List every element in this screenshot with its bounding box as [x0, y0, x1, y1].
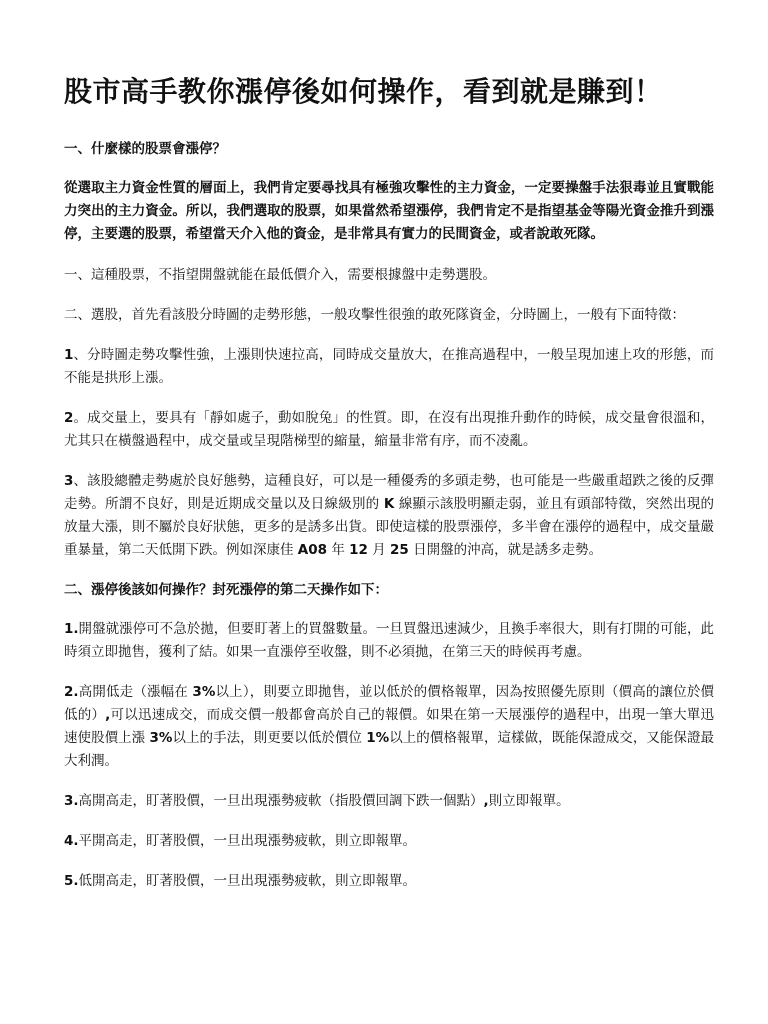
rule-item-5-text: 低開高走，盯著股價，一旦出現漲勢疲軟，則立即報單。 [78, 873, 417, 889]
rule-item-2-text-b: 以上），則要立即拋售，並以低於的價格報單，因為按照優先原則（價高的讓位於價低的） [64, 684, 714, 723]
feature-item-3-number: 3 [64, 473, 74, 489]
rule-item-3 [64, 790, 714, 813]
rule-item-2-text-e: 以上的價格報單，這樣做，既能保證成交，又能保證最大利潤。 [64, 730, 715, 769]
feature-item-1 [64, 344, 714, 390]
rule-item-2-comma: , [105, 707, 111, 723]
feature-item-1-number: 1 [64, 347, 74, 363]
rule-item-4-text: 平開高走，盯著股價，一旦出現漲勢疲軟，則立即報單。 [78, 833, 417, 849]
feature-item-3-day: 25 [390, 542, 409, 558]
rule-item-2-pct-1: 3% [192, 684, 216, 700]
rule-item-2-text-c: 可以迅速成交，而成交價一般都會高於自己的報價。如果在第一天展漲停的過程中，出現一筆大單迅速使股價上漲 [64, 707, 715, 746]
section-1-point-2: 二、選股，首先看該股分時圖的走勢形態，一般攻擊性很強的敢死隊資金，分時圖上，一般有下面特徵： [64, 307, 685, 323]
rule-item-5-number: 5. [64, 873, 79, 889]
rule-item-2-text-d: 以上的手法，則更要以低於價位 [172, 730, 367, 746]
rule-item-3-text-b: 則立即報單。 [488, 793, 570, 809]
document-page [64, 72, 714, 910]
feature-item-3-text-d: 月 [367, 542, 391, 558]
rule-item-3-comma: , [483, 793, 489, 809]
feature-item-3-code: A08 [297, 542, 328, 558]
rule-item-2-text-a: 高開低走（漲幅在 [78, 684, 193, 700]
feature-item-3-k: K [383, 496, 395, 512]
rule-item-1-text: 開盤就漲停可不急於拋，但要盯著上的買盤數量。一旦買盤迅速減少，且換手率很大，則有打開的可能，此時須立即拋售，獲利了結。如果一直漲停至收盤，則不必須拋，在第三天的時候再考慮。 [64, 621, 714, 660]
feature-item-3-text-e: 日開盤的沖高，就是誘多走勢。 [408, 542, 603, 558]
feature-item-2-number: 2 [64, 410, 74, 426]
rule-item-2-number: 2. [64, 684, 79, 700]
feature-item-3-text-a: 、該股總體走勢處於良好態勢，這種良好，可以是一種優秀的多頭走勢，也可能是一些嚴重超跌之後的反彈走勢。所謂不良好，則是近期成交量以及日線級別的 [64, 473, 714, 512]
feature-item-1-text: 、分時圖走勢攻擊性強，上漲則快速拉高，同時成交量放大，在推高過程中，一般呈現加速上攻的形態，而不能是拱形上漲。 [64, 347, 714, 386]
feature-item-3-text-c: 年 [327, 542, 350, 558]
feature-item-2 [64, 407, 714, 453]
feature-item-2-text: 。成交量上，要具有「靜如處子，動如脫兔」的性質。即，在沒有出現推升動作的時候，成交量會很溫和，尤其只在橫盤過程中，成交量或呈現階梯型的縮量，縮量非常有序，而不凌亂。 [64, 410, 714, 449]
document-title: 股市高手教你漲停後如何操作，看到就是賺到！ [64, 75, 663, 108]
rule-item-5 [64, 870, 714, 893]
section-1-point-1: 一、這種股票，不指望開盤就能在最低價介入，需要根據盤中走勢選股。 [64, 267, 496, 283]
feature-item-3 [64, 470, 714, 562]
rule-item-4 [64, 830, 714, 853]
rule-item-3-number: 3. [64, 793, 79, 809]
rule-item-2 [64, 681, 714, 773]
rule-item-1 [64, 618, 714, 664]
rule-item-1-number: 1. [64, 621, 79, 637]
feature-item-3-month: 12 [349, 542, 368, 558]
rule-item-3-text-a: 高開高走，盯著股價，一旦出現漲勢疲軟（指股價回調下跌一個點） [78, 793, 484, 809]
section-1-intro: 從選取主力資金性質的層面上，我們肯定要尋找具有極強攻擊性的主力資金，一定要操盤手法狠毒並且實戰能力突出的主力資金。所以，我們選取的股票，如果當然希望漲停，我們肯定不是指望基金等陽光資金推升到漲停，主要選的股票，希望當天介入他的資金，是非常具有實力的民間資金，或者說敢死隊。 [64, 180, 714, 242]
rule-item-4-number: 4. [64, 833, 79, 849]
rule-item-2-pct-3: 1% [366, 730, 390, 746]
feature-item-3-text-b: 線顯示該股明顯走弱，並且有頭部特徵，突然出現的放量大漲，則不屬於良好狀態，更多的是誘多出貨。即使這樣的股票漲停，多半會在漲停的過程中，成交量嚴重暴量，第二天低開下跌。例如深康佳 [64, 496, 714, 558]
section-2-heading: 二、漲停後該如何操作？封死漲停的第二天操作如下： [64, 582, 388, 598]
section-1-heading: 一、什麼樣的股票會漲停？ [64, 141, 226, 157]
rule-item-2-pct-2: 3% [149, 730, 173, 746]
